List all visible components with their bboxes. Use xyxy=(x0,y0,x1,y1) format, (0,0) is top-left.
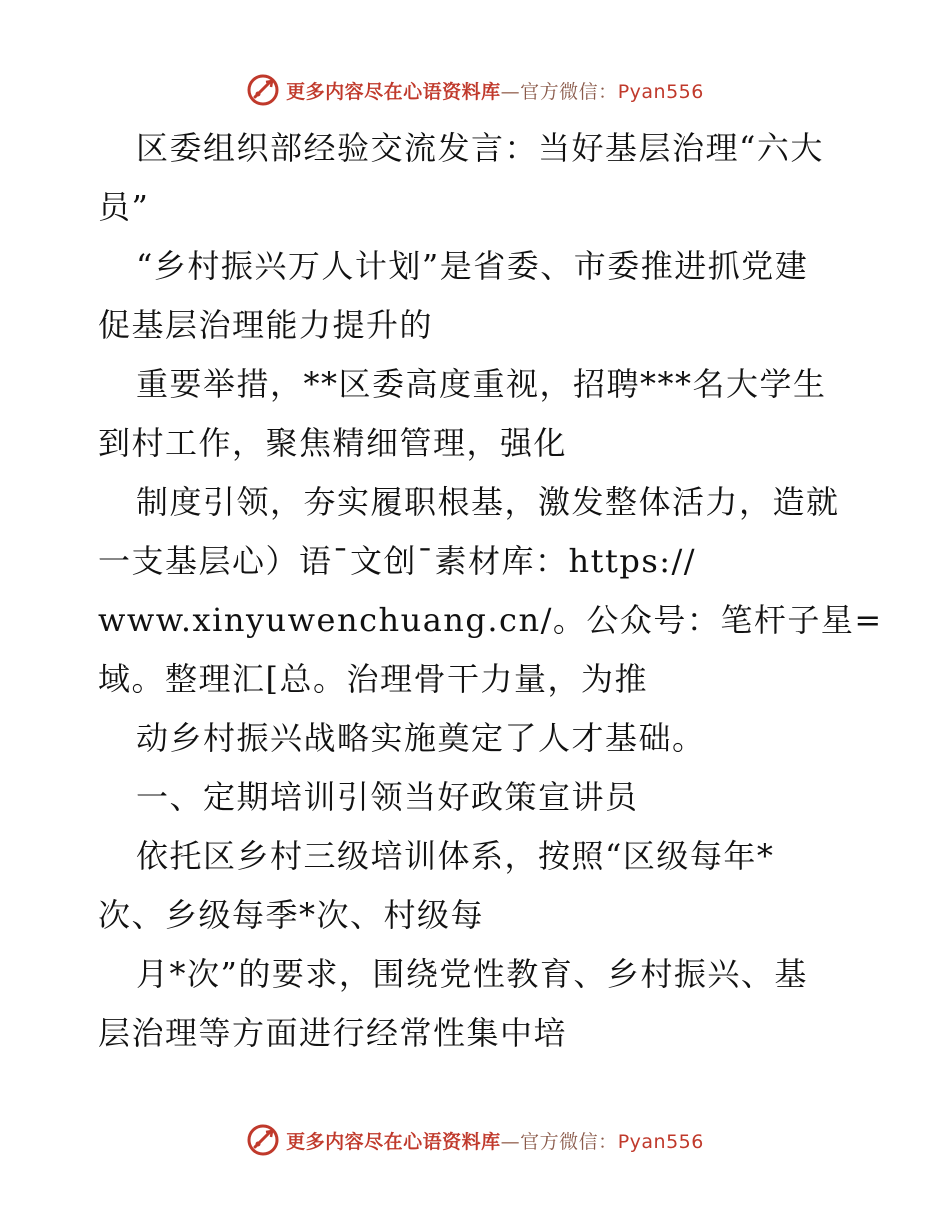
paragraph-line: 重要举措，**区委高度重视，招聘***名大学生 xyxy=(136,365,827,403)
paragraph-line: 到村工作，聚焦精细管理，强化 xyxy=(98,424,568,462)
paragraph-line: 域。整理汇[总。治理骨干力量，为推 xyxy=(98,660,648,698)
footer-label: 官方微信： xyxy=(520,1130,618,1153)
title-line-2: 员” xyxy=(98,188,150,226)
paragraph-line: 层治理等方面进行经常性集中培 xyxy=(98,1014,568,1052)
footer-separator: — xyxy=(500,1130,521,1153)
header-label: 官方微信： xyxy=(520,80,618,103)
paragraph-line: 制度引领，夯实履职根基，激发整体活力，造就 xyxy=(136,483,840,521)
brand-logo-icon xyxy=(246,1123,280,1157)
paragraph-line: 次、乡级每季*次、村级每 xyxy=(98,896,485,934)
brand-logo-icon xyxy=(246,73,280,107)
paragraph-line: 一支基层心）语¯文创¯素材库：https:// xyxy=(98,542,697,580)
document-body xyxy=(98,119,883,1063)
paragraph-line: www.xinyuwenchuang.cn/。公众号：笔杆子星= xyxy=(98,601,883,639)
paragraph-line: 依托区乡村三级培训体系，按照“区级每年* xyxy=(136,837,775,875)
section-heading: 一、定期培训引领当好政策宣讲员 xyxy=(136,778,639,816)
paragraph-line: 月*次”的要求，围绕党性教育、乡村振兴、基 xyxy=(136,955,808,993)
paragraph-line: “乡村振兴万人计划”是省委、市委推进抓党建 xyxy=(136,247,809,285)
header-brand-text: 更多内容尽在心语资料库 xyxy=(286,80,501,103)
header-watermark xyxy=(0,70,950,110)
header-account: Pyan556 xyxy=(617,80,704,103)
paragraph-line: 促基层治理能力提升的 xyxy=(98,306,434,344)
footer-watermark xyxy=(0,1120,950,1160)
header-separator: — xyxy=(500,80,521,103)
title-line-1: 区委组织部经验交流发言：当好基层治理“六大 xyxy=(136,129,824,167)
footer-account: Pyan556 xyxy=(617,1130,704,1153)
footer-brand-text: 更多内容尽在心语资料库 xyxy=(286,1130,501,1153)
paragraph-line: 动乡村振兴战略实施奠定了人才基础。 xyxy=(136,719,706,757)
